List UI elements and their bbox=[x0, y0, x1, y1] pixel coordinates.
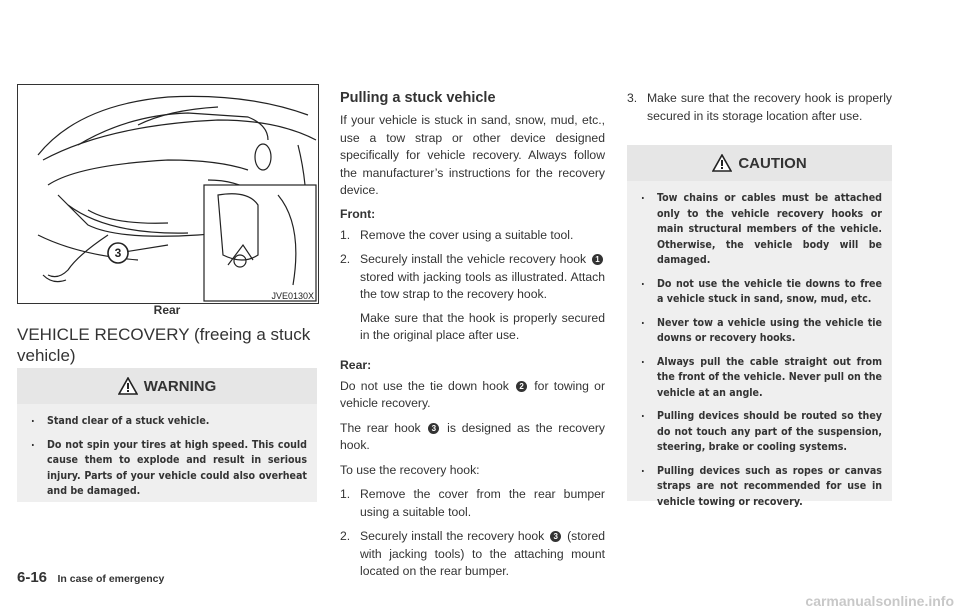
caution-item: . Pulling devices should be routed so they do not touch any part of the suspension, steering, brake or cooling systems. bbox=[637, 409, 882, 456]
caution-header bbox=[627, 145, 892, 181]
rear-paragraph-1: Do not use the tie down hook 2 for towing or vehicle recovery. bbox=[340, 378, 605, 410]
car-rear-drawing bbox=[18, 85, 318, 303]
front-step-2: 2. Securely install the vehicle recovery hook 1 stored with jacking tools as illustrated. Attach the tow strap to the recovery hook. Make sure that the hook is properly secured in the original place after use. bbox=[340, 251, 605, 351]
middle-column bbox=[340, 90, 605, 588]
caution-label: CAUTION bbox=[738, 154, 807, 172]
warning-label: WARNING bbox=[143, 377, 217, 395]
figure-caption: Rear bbox=[153, 303, 181, 317]
footer-section: In case of emergency bbox=[57, 573, 165, 585]
warning-box bbox=[17, 368, 317, 502]
rear-recovery-hook-illustration bbox=[17, 84, 319, 304]
caution-item: . Pulling devices such as ropes or canvas straps are not recommended for use in vehicle towing or recovery. bbox=[637, 464, 882, 511]
callout-1: 1 bbox=[592, 254, 603, 265]
rear-step-1: 1. Remove the cover from the rear bumper using a suitable tool. bbox=[340, 487, 605, 519]
rear-step-3: 3. Make sure that the recovery hook is properly secured in its storage location after use. bbox=[627, 91, 892, 123]
watermark: carmanualsonline.info bbox=[805, 593, 954, 609]
front-label: Front: bbox=[340, 206, 376, 221]
rear-paragraph-3: To use the recovery hook: bbox=[340, 462, 480, 477]
warning-list bbox=[17, 404, 317, 516]
caution-item: . Never tow a vehicle using the vehicle tie downs or recovery hooks. bbox=[637, 316, 882, 347]
caution-item: . Tow chains or cables must be attached only to the vehicle recovery hooks or main structural members of the vehicle. Otherwise, the vehicle body will be damaged. bbox=[637, 191, 882, 269]
caution-box bbox=[627, 145, 892, 508]
warning-header bbox=[17, 368, 317, 404]
page-footer bbox=[17, 569, 164, 587]
front-note: Make sure that the hook is properly secured in the original place after use. bbox=[360, 310, 605, 342]
intro-paragraph: If your vehicle is stuck in sand, snow, mud, etc., use a tow strap or other device designed specifically for vehicle recovery. Always follow the manufacturer’s instructions for the recovery device. bbox=[340, 113, 605, 197]
warning-icon bbox=[118, 377, 138, 395]
callout-3: 3 bbox=[428, 423, 439, 434]
rear-label: Rear: bbox=[340, 357, 372, 372]
figure-id: JVE0130X bbox=[271, 291, 314, 301]
front-step-1: 1. Remove the cover using a suitable tool. bbox=[340, 227, 574, 242]
figure-callout-3: 3 bbox=[114, 246, 122, 260]
subsection-heading: Pulling a stuck vehicle bbox=[340, 90, 496, 106]
caution-item: . Do not use the vehicle tie downs to free a vehicle stuck in sand, snow, mud, etc. bbox=[637, 277, 882, 308]
caution-list bbox=[627, 181, 892, 526]
callout-3: 3 bbox=[550, 531, 561, 542]
section-title: VEHICLE RECOVERY (freeing a stuck vehicle) bbox=[17, 325, 311, 365]
callout-2: 2 bbox=[516, 381, 527, 392]
warning-item: . Stand clear of a stuck vehicle. bbox=[27, 414, 307, 430]
page-number: 6-16 bbox=[17, 569, 48, 586]
rear-paragraph-2: The rear hook 3 is designed as the recovery hook. bbox=[340, 420, 606, 452]
caution-item: . Always pull the cable straight out from the front of the vehicle. Never pull on the vehicle at an angle. bbox=[637, 355, 882, 402]
rear-step-2: 2. Securely install the recovery hook 3 (stored with jacking tools) to the attaching mount located on the rear bumper. bbox=[340, 529, 606, 578]
right-column bbox=[627, 90, 892, 132]
warning-item: . Do not spin your tires at high speed. This could cause them to explode and result in serious injury. Parts of your vehicle could also overheat and be damaged. bbox=[27, 438, 307, 500]
caution-icon bbox=[712, 154, 732, 172]
